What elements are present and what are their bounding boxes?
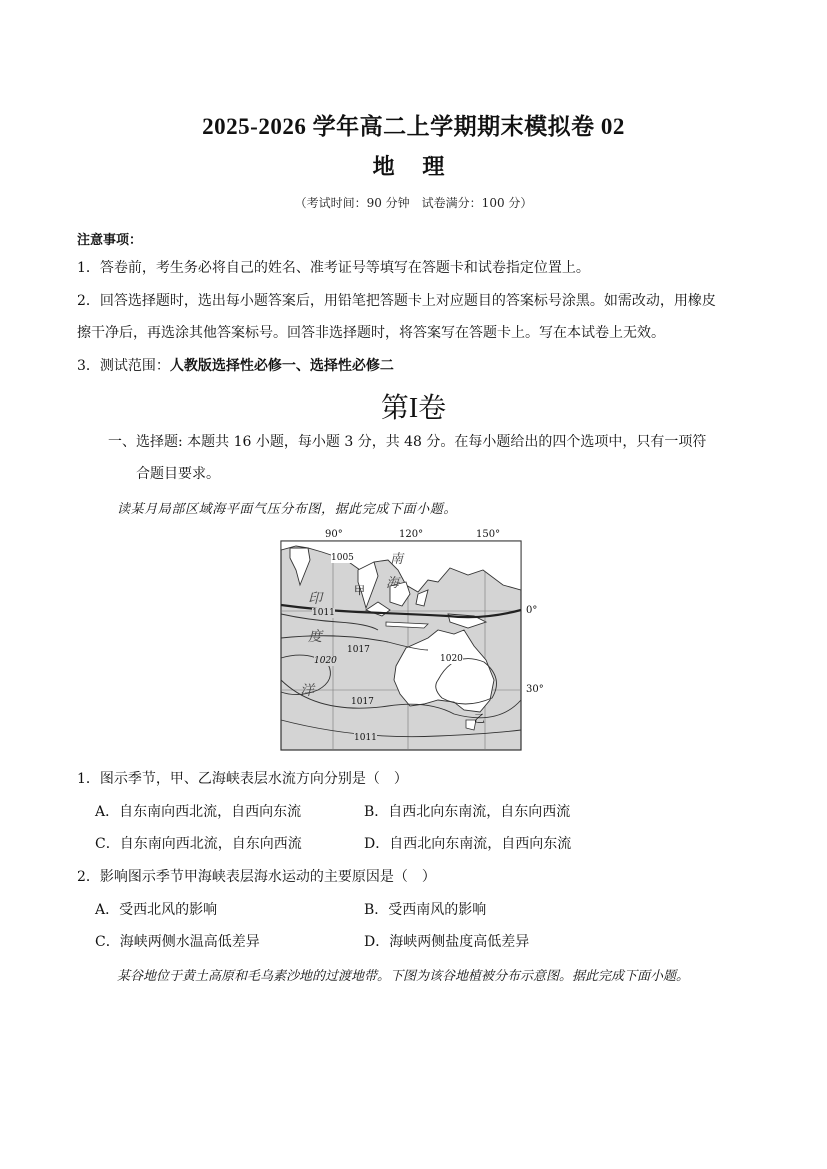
sea-label-nan: 南: [390, 552, 404, 567]
question-1-option-a: A．自东南向西北流，自西向东流: [95, 804, 302, 820]
exam-info: （考试时间：90 分钟 试卷满分：100 分）: [294, 196, 533, 210]
sea-label-yang: 洋: [300, 683, 314, 699]
isobar-label-1020-west: 1020: [314, 656, 337, 666]
sea-label-du: 度: [308, 629, 322, 645]
question-1-option-c: C．自东南向西北流，自东向西流: [95, 836, 302, 852]
question-2-option-c: C．海峡两侧水温高低差异: [95, 934, 260, 950]
sea-label-yin: 印: [308, 591, 322, 607]
notice-item-3: [77, 356, 394, 376]
lon-label-90: 90°: [325, 529, 343, 540]
sea-label-hai: 海: [386, 576, 400, 591]
isobar-label-1005: 1005: [331, 553, 354, 563]
question-2-option-a: A．受西北风的影响: [95, 902, 218, 918]
volume-title: 第I卷: [380, 393, 447, 424]
notice-item-1: 1．答卷前，考生务必将自己的姓名、准考证号等填写在答题卡和试卷指定位置上。: [77, 260, 590, 276]
question-intro-1: 读某月局部区域海平面气压分布图，据此完成下面小题。: [117, 502, 458, 517]
question-1-stem: 1．图示季节，甲、乙海峡表层水流方向分别是（ ）: [77, 771, 408, 787]
notice-item-3-prefix: 3．测试范围：: [77, 358, 170, 374]
section-instruction-line-1: 一、选择题: 本题共 16 小题，每小题 3 分，共 48 分。在每小题给出的四个选项中，只有一项符: [108, 434, 707, 450]
subject-title: 地 理: [372, 154, 455, 180]
question-2-stem: 2．影响图示季节甲海峡表层海水运动的主要原因是（ ）: [77, 869, 436, 885]
question-1-option-b: B．自西北向东南流，自东向西流: [364, 804, 571, 820]
strait-mark-yi: 乙: [474, 712, 485, 725]
notice-item-2-line-2: 擦干净后，再选涂其他答案标号。回答非选择题时，将答案写在答题卡上。写在本试卷上无效。: [77, 325, 665, 341]
isobar-label-1011-south: 1011: [354, 733, 377, 743]
exam-title: 2025-2026 学年高二上学期期末模拟卷 02: [202, 114, 625, 139]
isobar-label-1020-australia: 1020: [440, 654, 463, 664]
question-2-option-b: B．受西南风的影响: [364, 902, 487, 918]
lon-label-120: 120°: [399, 529, 424, 540]
isobar-label-1017-north: 1017: [347, 645, 370, 655]
isobar-label-1017-south: 1017: [351, 697, 374, 707]
question-1-option-d: D．自西北向东南流，自西向东流: [364, 836, 572, 852]
notice-item-3-scope: 人教版选择性必修一、选择性必修二: [169, 358, 394, 374]
section-instruction-line-2: 合题目要求。: [136, 466, 220, 482]
strait-mark-jia: 甲: [354, 584, 365, 597]
isobar-label-1011-north: 1011: [312, 608, 335, 618]
pressure-map: [278, 529, 544, 752]
question-2-option-d: D．海峡两侧盐度高低差异: [364, 934, 530, 950]
notice-heading: 注意事项：: [77, 233, 143, 248]
question-intro-2: 某谷地位于黄土高原和毛乌素沙地的过渡地带。下图为该谷地植被分布示意图。据此完成下面小题。: [117, 969, 690, 984]
notice-item-2-line-1: 2．回答选择题时，选出每小题答案后，用铅笔把答题卡上对应题目的答案标号涂黑。如需改动，用橡皮: [77, 293, 716, 309]
lat-label-30: 30°: [526, 684, 544, 695]
lon-label-150: 150°: [476, 529, 501, 540]
lat-label-0: 0°: [526, 605, 538, 616]
